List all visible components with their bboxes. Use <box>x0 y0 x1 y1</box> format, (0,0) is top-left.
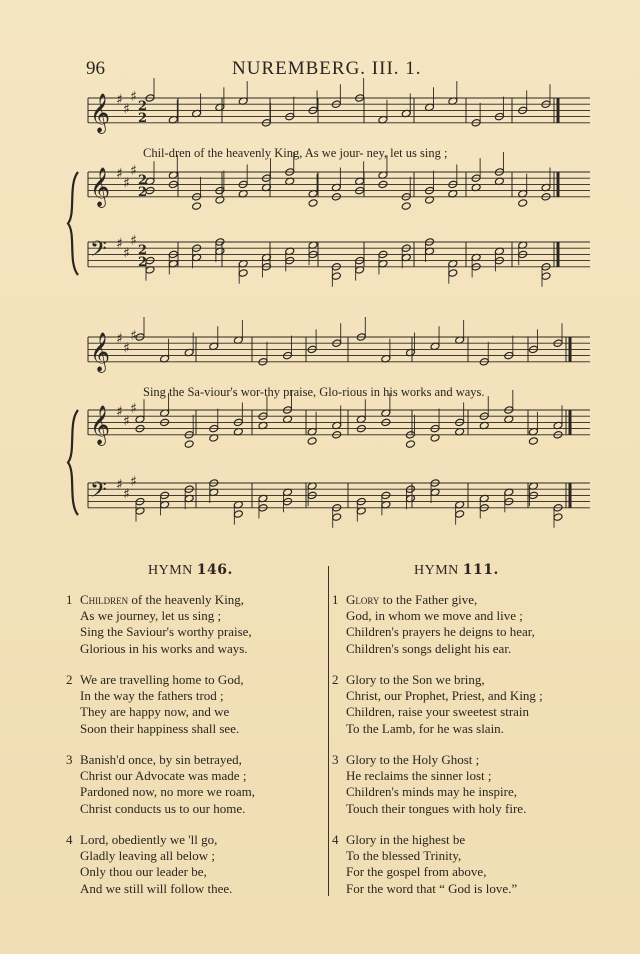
note-head <box>233 510 243 519</box>
note-head <box>401 202 411 211</box>
treble-clef-icon: 𝄞 <box>90 167 111 207</box>
sharp-icon: ♯ <box>130 473 137 490</box>
stanza-line: God, in whom we move and live ; <box>346 608 523 624</box>
time-signature-bottom: 2 <box>138 111 148 126</box>
stanza-line: Gladly leaving all below ; <box>80 848 216 864</box>
treble-clef-icon: 𝄞 <box>90 93 111 133</box>
hymn-111-stanza-1 <box>332 592 535 657</box>
note-head <box>331 272 341 281</box>
sharp-icon: ♯ <box>116 404 123 420</box>
stanza-line-text: to the Father give, <box>379 592 478 607</box>
stanza-line: Christ conducts us to our home. <box>80 800 246 816</box>
stanza-line: Soon their happiness shall see. <box>80 720 240 736</box>
sharp-icon: ♯ <box>123 175 130 192</box>
stanza-line: To the blessed Trinity, <box>346 848 462 864</box>
stanza-number: 3 <box>332 752 339 767</box>
hymn-146-stanza-4 <box>66 832 232 897</box>
sharp-icon: ♯ <box>123 413 130 430</box>
stanza-line: He reclaims the sinner lost ; <box>346 768 492 784</box>
sharp-icon: ♯ <box>130 400 137 417</box>
stanza-line: They are happy now, and we <box>80 704 230 720</box>
bass-clef-icon: 𝄢 <box>90 237 107 267</box>
stanza-number: 3 <box>66 752 73 767</box>
stanza-line: For the gospel from above, <box>346 864 487 880</box>
hymn-146-stanza-1 <box>66 592 252 657</box>
treble-clef-icon: 𝄞 <box>90 332 111 372</box>
stanza-line: We are travelling home to God, <box>80 672 244 687</box>
note-head <box>448 269 458 278</box>
stanza-number: 4 <box>66 832 73 847</box>
stanza-number: 2 <box>332 672 339 687</box>
note-head <box>553 513 563 522</box>
hymn-146-stanza-3 <box>66 752 255 817</box>
hymn-146-label: HYMN <box>148 563 193 578</box>
time-signature-bottom: 2 <box>138 185 148 200</box>
time-signature-top: 2 <box>138 99 148 114</box>
sharp-icon: ♯ <box>116 331 123 347</box>
sharp-icon: ♯ <box>123 245 130 262</box>
hymn-146-number: 146. <box>196 562 233 578</box>
time-signature-bottom: 2 <box>138 255 148 270</box>
note-head <box>455 510 465 519</box>
lyrics-line-1: Chil-dren of the heavenly King, As we jour- ney, let us sing ; <box>143 146 448 160</box>
hymn-146-stanza-2 <box>66 672 244 737</box>
note-head <box>541 272 551 281</box>
stanza-line: As we journey, let us sing ; <box>80 608 222 624</box>
stanza-first-word: Glory <box>346 592 380 607</box>
hymn-111-number: 111. <box>462 562 499 578</box>
stanza-line: Christ our Advocate was made ; <box>80 768 247 784</box>
note-head <box>192 202 202 211</box>
stanza-line: Glory to the Holy Ghost ; <box>346 752 480 767</box>
sharp-icon: ♯ <box>116 236 123 252</box>
stanza-line: Children's songs delight his ear. <box>346 640 512 656</box>
hymn-111-label: HYMN <box>414 563 459 578</box>
stanza-line: For the word that “ God is love.” <box>346 880 518 896</box>
stanza-line-text: of the heavenly King, <box>128 592 245 607</box>
bass-clef-icon: 𝄢 <box>90 478 107 508</box>
sharp-icon: ♯ <box>130 88 137 105</box>
column-divider <box>328 566 329 896</box>
sharp-icon: ♯ <box>116 92 123 108</box>
hymn-111-title <box>414 562 499 579</box>
hymn-146-title <box>148 562 233 579</box>
hymn-111-stanza-4 <box>332 832 517 897</box>
stanza-line <box>332 592 535 608</box>
stanza-line: And we still will follow thee. <box>80 880 233 896</box>
stanza-line: Banish'd once, by sin betrayed, <box>80 752 242 767</box>
stanza-line: Glory in the highest be <box>346 832 466 847</box>
stanza-line: Glory to the Son we bring, <box>346 672 485 687</box>
time-signature-top: 2 <box>138 173 148 188</box>
stanza-line: In the way the fathers trod ; <box>80 688 224 704</box>
sharp-icon: ♯ <box>130 162 137 179</box>
note-head <box>307 437 317 446</box>
lyrics-line-2: Sing the Sa-viour's wor-thy praise, Glo-rious in his works and ways. <box>143 385 485 399</box>
stanza-line: To the Lamb, for he was slain. <box>346 720 504 736</box>
hymn-111-stanza-2 <box>332 672 543 737</box>
treble-clef-icon: 𝄞 <box>90 405 111 445</box>
hymn-111-stanza-3 <box>332 752 526 817</box>
stanza-number: 1 <box>66 592 73 607</box>
sharp-icon: ♯ <box>130 327 137 344</box>
stanza-line: Touch their tongues with holy fire. <box>346 800 527 816</box>
stanza-line: Children, raise your sweetest strain <box>346 704 530 720</box>
sharp-icon: ♯ <box>123 340 130 357</box>
sharp-icon: ♯ <box>116 477 123 493</box>
note-head <box>238 269 248 278</box>
note-head <box>528 437 538 446</box>
sharp-icon: ♯ <box>123 486 130 503</box>
stanza-first-word: Children <box>80 592 129 607</box>
note-head <box>308 199 318 208</box>
page-number: 96 <box>86 58 105 79</box>
stanza-line: Sing the Saviour's worthy praise, <box>80 624 252 640</box>
note-head <box>332 513 342 522</box>
stanza-number: 4 <box>332 832 339 847</box>
stanza-line: Children's minds may he inspire, <box>346 784 517 800</box>
sharp-icon: ♯ <box>130 232 137 249</box>
stanza-number: 2 <box>66 672 73 687</box>
stanza-line: Glorious in his works and ways. <box>80 640 248 656</box>
brace <box>68 410 78 515</box>
stanza-line: Lord, obediently we 'll go, <box>80 832 218 847</box>
time-signature-top: 2 <box>138 243 148 258</box>
note-head <box>405 440 415 449</box>
sharp-icon: ♯ <box>123 101 130 118</box>
note-head <box>518 199 528 208</box>
stanza-line: Pardoned now, no more we roam, <box>80 784 255 800</box>
note-head <box>184 440 194 449</box>
sharp-icon: ♯ <box>116 166 123 182</box>
tune-title: NUREMBERG. III. 1. <box>232 58 422 79</box>
stanza-line <box>66 592 252 608</box>
brace <box>68 172 78 275</box>
stanza-line: Only thou our leader be, <box>80 864 207 880</box>
stanza-line: Christ, our Prophet, Priest, and King ; <box>346 688 543 704</box>
stanza-number: 1 <box>332 592 339 607</box>
stanza-line: Children's prayers he deigns to hear, <box>346 624 535 640</box>
